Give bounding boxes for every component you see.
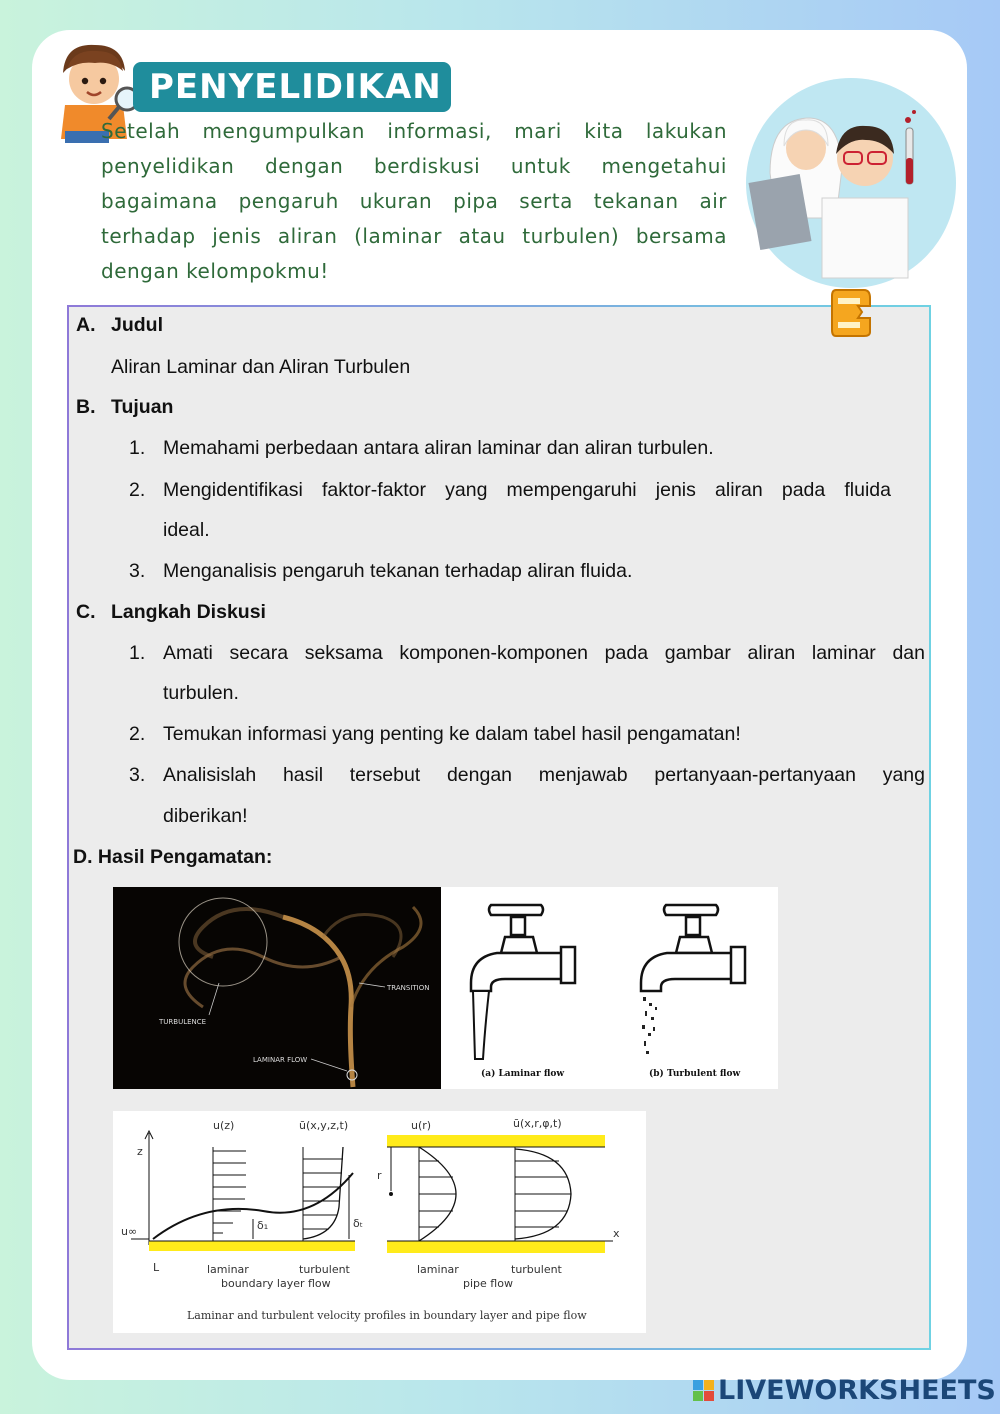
turbulence-label: TURBULENCE [159,1018,207,1026]
delta2-label: δₜ [353,1217,363,1230]
section-c-num-1: 1. [129,642,146,664]
section-c-letter: C. [76,601,96,623]
r-label: r [377,1169,382,1182]
section-b-item-3: Menganalisis pengaruh tekanan terhadap aliran fluida. [163,560,633,582]
scroll-icon [828,284,874,340]
section-c-item-1: Amati secara seksama komponen-komponen pada gambar aliran laminar dan [163,642,925,664]
scientists-illustration [740,78,962,288]
section-c-item-3-cont: diberikan! [163,805,248,827]
tap-flow-drawing [441,887,778,1089]
boundary-layer-label: boundary layer flow [221,1277,331,1290]
delta1-label: δ₁ [257,1219,269,1232]
laminar-flow-label: LAMINAR FLOW [253,1056,308,1064]
section-b-item-2-cont: ideal. [163,519,210,541]
ubar-pipe-label: ū(x,r,φ,t) [513,1117,562,1130]
section-b-num-2: 2. [129,479,146,501]
section-b-num-1: 1. [129,437,146,459]
section-a-body: Aliran Laminar dan Aliran Turbulen [111,356,411,378]
smoke-flow-photo [113,887,441,1089]
laminar-pipe-label: laminar [417,1263,459,1276]
turbulent-tap-caption: (b) Turbulent flow [649,1069,741,1079]
transition-label: TRANSITION [387,984,430,992]
section-c-item-2: Temukan informasi yang penting ke dalam tabel hasil pengamatan! [163,723,741,745]
x-axis-label: x [613,1227,620,1240]
z-axis-label: z [137,1145,143,1158]
logo-text: LIVEWORKSHEETS [718,1374,996,1406]
section-c-item-1-cont: turbulen. [163,682,239,704]
section-b-num-3: 3. [129,560,146,582]
turbulent-bl-label: turbulent [299,1263,350,1276]
ubar-bl-label: ū(x,y,z,t) [299,1119,349,1132]
uz-label: u(z) [213,1119,235,1132]
section-b-title: Tujuan [111,396,174,418]
ur-label: u(r) [411,1119,432,1132]
section-b-item-2: Mengidentifikasi faktor-faktor yang mempengaruhi jenis aliran pada fluida [163,479,891,501]
profile-caption: Laminar and turbulent velocity profiles in boundary layer and pipe flow [187,1309,587,1322]
velocity-profile-diagram [113,1111,646,1333]
intro-paragraph: Setelah mengumpulkan informasi, mari kita lakukan penyelidikan dengan berdiskusi untuk mengetahui bagaimana pengaruh ukuran pipa serta tekanan air terhadap jenis aliran (laminar atau turbulen) bersama dengan kelompokmu! [101,119,727,283]
section-d-title: D. Hasil Pengamatan: [73,846,273,868]
l-label: L [153,1261,160,1274]
section-a-letter: A. [76,314,96,336]
section-c-item-3: Analisislah hasil tersebut dengan menjawab pertanyaan-pertanyaan yang [163,764,925,786]
section-c-title: Langkah Diskusi [111,601,266,623]
laminar-bl-label: laminar [207,1263,249,1276]
turbulent-pipe-label: turbulent [511,1263,562,1276]
liveworksheets-logo[interactable] [693,1373,996,1407]
section-c-num-2: 2. [129,723,146,745]
pipe-flow-label: pipe flow [463,1277,513,1290]
laminar-tap-caption: (a) Laminar flow [481,1069,565,1079]
section-c-num-3: 3. [129,764,146,786]
section-a-title: Judul [111,314,163,336]
uinf-label: u∞ [121,1225,138,1238]
logo-icon [693,1380,714,1401]
section-b-item-1: Memahami perbedaan antara aliran laminar dan aliran turbulen. [163,437,714,459]
page-title: PENYELIDIKAN [133,62,451,112]
section-b-letter: B. [76,396,96,418]
